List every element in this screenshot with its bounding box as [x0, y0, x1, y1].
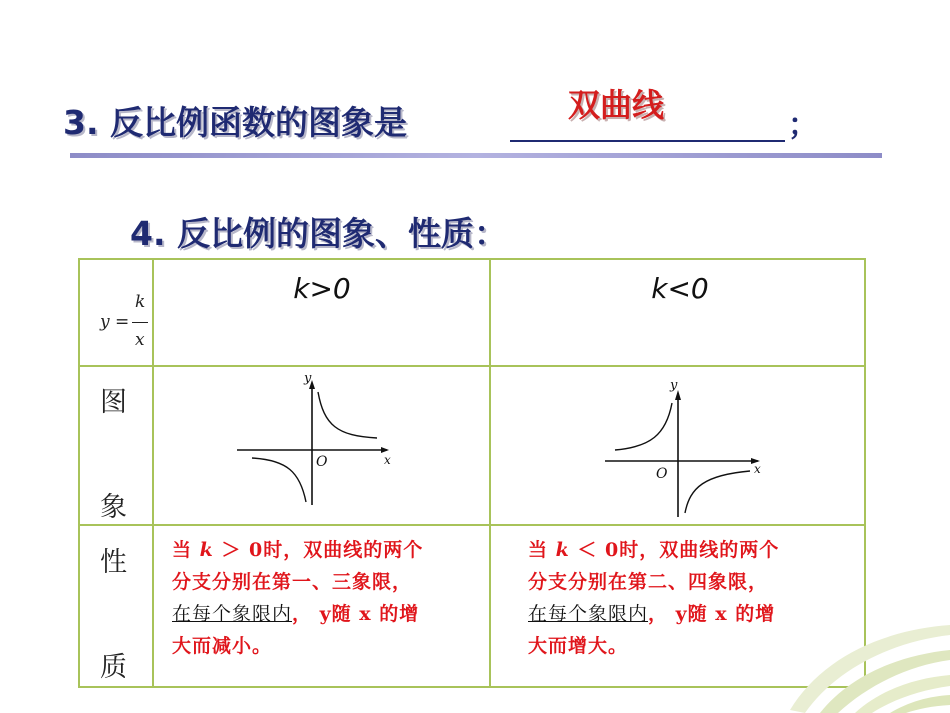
- row-label-property-2: 质: [100, 652, 127, 683]
- graph-hyperbola-k-positive: [232, 370, 397, 510]
- branch-quadrant-4: [685, 471, 750, 513]
- property-line-4: 大而减小。: [172, 635, 273, 657]
- formula-denominator: x: [135, 330, 145, 350]
- heading-item-3: 3. 反比例函数的图象是: [63, 103, 407, 142]
- answer-blank-line: [510, 140, 785, 142]
- property-line-3: [172, 598, 423, 630]
- property-k: k: [555, 539, 570, 561]
- property-line-1b: ＜ 0时，双曲线的两个: [569, 539, 780, 561]
- property-line-1: [528, 534, 779, 566]
- formula-fraction-bar: [132, 322, 148, 323]
- property-line-4: 大而增大。: [528, 635, 629, 657]
- table-border-left: [78, 258, 80, 688]
- property-line-1a: 当: [528, 539, 556, 561]
- property-line-2: 分支分别在第一、三象限，: [172, 571, 413, 593]
- divider-rule: [70, 153, 882, 158]
- table-line-row2: [78, 524, 866, 526]
- x-axis-label: x: [754, 462, 761, 476]
- property-line-3-rest: ， y随 x 的增: [292, 603, 420, 625]
- y-axis-label: y: [670, 378, 678, 393]
- y-axis-label: y: [304, 371, 312, 386]
- semicolon: ；: [788, 108, 818, 143]
- table-line-row1: [78, 365, 866, 367]
- property-underlined: 在每个象限内: [172, 603, 293, 625]
- table-line-col1: [152, 258, 154, 688]
- table-border-top: [78, 258, 866, 260]
- column-header-k-positive: k>0: [293, 272, 351, 305]
- origin-label: O: [316, 454, 328, 470]
- formula-numerator: k: [135, 292, 146, 312]
- property-line-1b: ＞ 0时，双曲线的两个: [213, 539, 424, 561]
- branch-quadrant-2: [615, 403, 672, 450]
- branch-quadrant-3: [252, 458, 306, 502]
- property-line-2: 分支分别在第二、四象限，: [528, 571, 769, 593]
- property-underlined: 在每个象限内: [528, 603, 649, 625]
- property-line-3: [528, 598, 779, 630]
- property-line-3-rest: ， y随 x 的增: [648, 603, 776, 625]
- property-text-k-negative: [528, 534, 779, 662]
- column-header-k-negative: k<0: [651, 272, 709, 305]
- row-label-graph-2: 象: [100, 492, 127, 523]
- answer-hyperbola: 双曲线: [568, 86, 665, 124]
- formula-y-equals-k-over-x: [100, 290, 152, 360]
- table-border-bottom: [78, 686, 866, 688]
- row-label-graph-1: 图: [100, 387, 127, 418]
- property-line-1a: 当: [172, 539, 200, 561]
- x-axis-label: x: [384, 453, 391, 467]
- table-line-col2: [489, 258, 491, 688]
- origin-label: O: [656, 466, 668, 482]
- property-text-k-positive: [172, 534, 423, 662]
- graph-hyperbola-k-negative: [600, 375, 770, 520]
- branch-quadrant-1: [318, 392, 377, 438]
- property-line-1: [172, 534, 423, 566]
- decorative-swoosh: [780, 600, 950, 713]
- formula-lhs: y =: [100, 312, 130, 332]
- property-k: k: [199, 539, 214, 561]
- heading-item-4: 4. 反比例的图象、性质：: [130, 214, 507, 253]
- row-label-property-1: 性: [100, 547, 127, 578]
